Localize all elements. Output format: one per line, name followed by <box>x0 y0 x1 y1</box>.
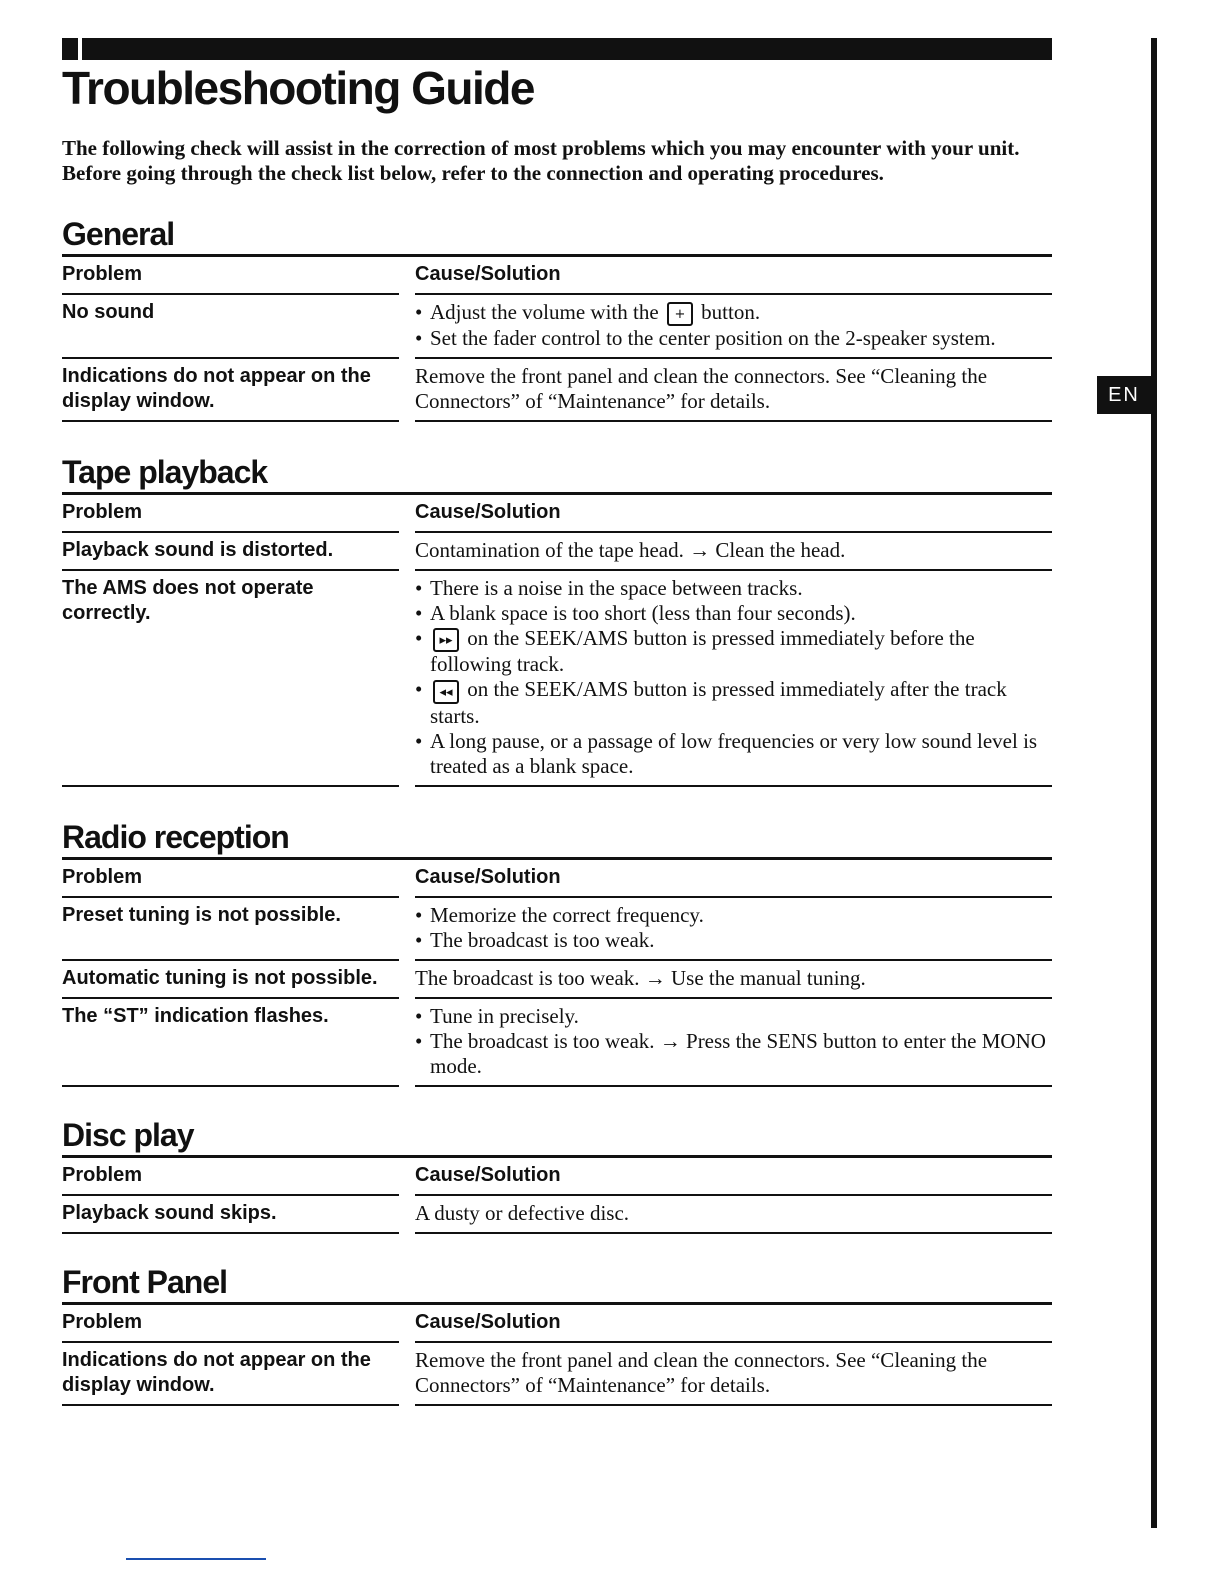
solution-text: Adjust the volume with the <box>430 300 659 324</box>
solution-cell <box>415 571 1052 786</box>
table-row <box>62 1343 1052 1406</box>
solution-cell <box>415 295 1052 359</box>
solution-list <box>415 576 1052 778</box>
problem-cell: Playback sound skips. <box>62 1196 399 1234</box>
table-row <box>62 999 1052 1087</box>
column-header-problem: Problem <box>62 860 399 898</box>
solution-text: The broadcast is too weak. → Press the SENS button to enter the MONO mode. <box>430 1028 1046 1078</box>
intro-paragraph-2: Before going through the check list below, refer to the connection and operating procedures. <box>62 161 884 185</box>
problem-cell: Indications do not appear on the display window. <box>62 359 399 422</box>
solution-cell <box>415 999 1052 1087</box>
section-tape-playback <box>62 452 1052 786</box>
list-item <box>415 576 1052 601</box>
table-row <box>62 533 1052 571</box>
solution-cell <box>415 961 1052 999</box>
section-radio-reception <box>62 817 1052 1087</box>
table-header-row <box>62 1158 1052 1196</box>
table-row <box>62 898 1052 961</box>
table-header-row <box>62 860 1052 898</box>
problem-cell: Automatic tuning is not possible. <box>62 961 399 999</box>
solution-text: Tune in precisely. <box>430 1003 579 1028</box>
column-header-problem: Problem <box>62 495 399 533</box>
list-item <box>415 1004 1052 1029</box>
list-item <box>415 1029 1052 1079</box>
table-header-row <box>62 1305 1052 1343</box>
troubleshooting-table <box>62 857 1052 1087</box>
solution-text: The broadcast is too weak. <box>430 927 655 952</box>
solution-list <box>415 903 1052 953</box>
seek-back-button-icon: ◂◂ <box>433 680 459 704</box>
column-header-solution: Cause/Solution <box>415 1158 1052 1196</box>
footer-rule <box>126 1558 266 1560</box>
column-header-solution: Cause/Solution <box>415 495 1052 533</box>
section-title: Tape playback <box>62 454 268 491</box>
solution-cell <box>415 1196 1052 1234</box>
solution-cell <box>415 533 1052 571</box>
side-rule <box>1151 38 1157 1528</box>
column-header-problem: Problem <box>62 1158 399 1196</box>
problem-cell: The “ST” indication flashes. <box>62 999 399 1087</box>
problem-cell: The AMS does not operate correctly. <box>62 571 399 786</box>
solution-text: A blank space is too short (less than four seconds). <box>430 601 856 626</box>
list-item <box>415 300 1052 326</box>
section-title: Disc play <box>62 1116 194 1153</box>
list-item <box>415 928 1052 953</box>
list-item <box>415 601 1052 626</box>
list-item <box>415 903 1052 928</box>
table-row <box>62 359 1052 422</box>
language-tab-en: EN <box>1097 376 1151 414</box>
solution-text: on the SEEK/AMS button is pressed immediately after the track starts. <box>430 677 1007 728</box>
problem-cell: Indications do not appear on the display window. <box>62 1343 399 1406</box>
solution-text: on the SEEK/AMS button is pressed immediately before the following track. <box>430 626 975 677</box>
table-row <box>62 571 1052 786</box>
list-item <box>415 326 1052 351</box>
solution-text: Set the fader control to the center position on the 2-speaker system. <box>430 326 996 351</box>
column-header-solution: Cause/Solution <box>415 860 1052 898</box>
header-bar-notch <box>78 38 82 60</box>
problem-cell: Playback sound is distorted. <box>62 533 399 571</box>
section-front-panel <box>62 1262 1052 1406</box>
column-header-problem: Problem <box>62 1305 399 1343</box>
column-header-problem: Problem <box>62 257 399 295</box>
solution-text: button. <box>701 300 761 324</box>
solution-text: The broadcast is too weak. → Use the manual tuning. <box>415 965 866 990</box>
solution-text: A dusty or defective disc. <box>415 1200 630 1225</box>
sections-container <box>62 214 1052 1406</box>
list-item <box>415 626 1052 677</box>
intro-text <box>62 136 1032 186</box>
solution-cell <box>415 1343 1052 1406</box>
table-row <box>62 961 1052 999</box>
column-header-solution: Cause/Solution <box>415 1305 1052 1343</box>
solution-text: There is a noise in the space between tracks. <box>430 576 803 601</box>
page-title: Troubleshooting Guide <box>62 62 534 114</box>
solution-cell <box>415 898 1052 961</box>
section-title: Radio reception <box>62 818 289 855</box>
troubleshooting-table <box>62 254 1052 422</box>
table-row <box>62 295 1052 359</box>
list-item <box>415 729 1052 779</box>
page <box>62 38 1052 1406</box>
section-general <box>62 214 1052 422</box>
problem-cell: No sound <box>62 295 399 359</box>
solution-list <box>415 300 1052 351</box>
section-disc-play <box>62 1115 1052 1234</box>
intro-paragraph-1: The following check will assist in the correction of most problems which you may encounter with your unit. <box>62 136 1020 160</box>
section-title: Front Panel <box>62 1263 228 1300</box>
solution-text: Remove the front panel and clean the connectors. See “Cleaning the Connectors” of “Maintenance” for details. <box>415 1347 988 1397</box>
table-header-row <box>62 495 1052 533</box>
troubleshooting-table <box>62 492 1052 786</box>
list-item <box>415 677 1052 728</box>
table-header-row <box>62 257 1052 295</box>
seek-forward-button-icon: ▸▸ <box>433 628 459 652</box>
table-row <box>62 1196 1052 1234</box>
solution-text: Remove the front panel and clean the connectors. See “Cleaning the Connectors” of “Maintenance” for details. <box>415 364 988 414</box>
solution-text: A long pause, or a passage of low frequencies or very low sound level is treated as a blank space. <box>430 728 1038 778</box>
troubleshooting-table <box>62 1302 1052 1406</box>
problem-cell: Preset tuning is not possible. <box>62 898 399 961</box>
troubleshooting-table <box>62 1155 1052 1234</box>
header-bar <box>62 38 1052 60</box>
volume-button-icon: + <box>667 302 693 326</box>
column-header-solution: Cause/Solution <box>415 257 1052 295</box>
solution-cell <box>415 359 1052 422</box>
section-title: General <box>62 216 175 252</box>
solution-text: Contamination of the tape head. → Clean the head. <box>415 538 846 563</box>
solution-list <box>415 1004 1052 1079</box>
solution-text: Memorize the correct frequency. <box>430 902 704 927</box>
